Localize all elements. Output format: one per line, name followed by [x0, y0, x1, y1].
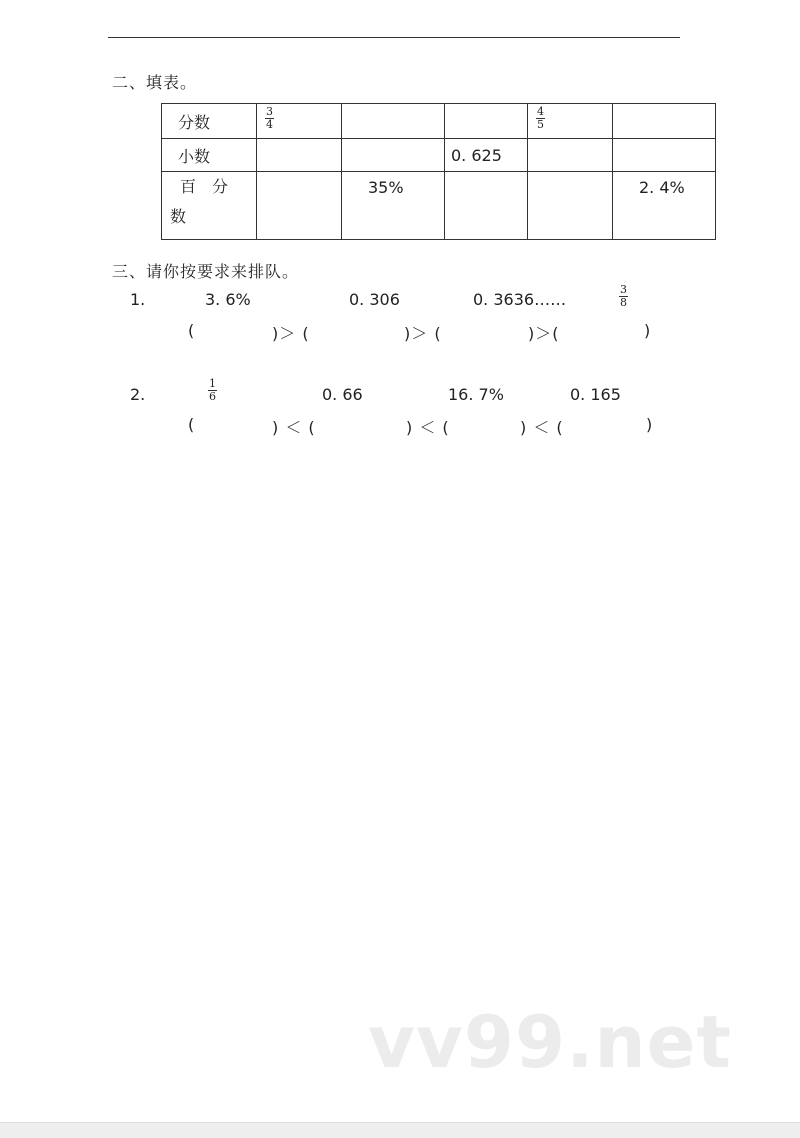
q1-answer-paren: )＞ (	[404, 324, 442, 343]
q1-answer-paren: (	[188, 321, 196, 340]
table-row	[162, 104, 716, 139]
q1-item: 0. 3636……	[473, 290, 567, 309]
q2-answer-paren: )	[646, 415, 654, 434]
q1-answer-paren: )＞ (	[272, 324, 310, 343]
q2-answer-paren: ) ＜ (	[272, 418, 316, 437]
header-rule	[108, 37, 680, 38]
q1-item: 3. 6%	[205, 290, 251, 309]
q2-item: 0. 165	[570, 385, 621, 404]
section-3-title: 三、请你按要求来排队。	[112, 262, 300, 281]
cell-percent-2-4: 2. 4%	[613, 172, 716, 240]
table-cell-empty[interactable]	[342, 104, 445, 139]
table-cell-empty[interactable]	[257, 139, 342, 172]
table-cell-empty[interactable]	[445, 104, 528, 139]
q1-answer-paren: )＞(	[528, 324, 560, 343]
q2-answer-paren: ) ＜ (	[406, 418, 450, 437]
fraction: $\frac{1}{6}$	[209, 377, 216, 403]
row-label-fraction: 分数	[162, 104, 257, 139]
q2-fraction	[208, 378, 217, 403]
cell-fraction-4-5	[528, 104, 613, 139]
q2-number: 2.	[130, 385, 146, 404]
table-cell-empty[interactable]	[528, 139, 613, 172]
q2-item: 0. 66	[322, 385, 363, 404]
q1-number: 1.	[130, 290, 146, 309]
fraction: $\frac{4}{5}$	[537, 105, 544, 131]
table-cell-empty[interactable]	[257, 172, 342, 240]
section-2-title: 二、填表。	[112, 73, 198, 92]
page-footer-bar	[0, 1122, 800, 1138]
cell-fraction-3-4	[257, 104, 342, 139]
table-cell-empty[interactable]	[342, 139, 445, 172]
watermark: vv99.net	[368, 1000, 732, 1084]
table-cell-empty[interactable]	[528, 172, 613, 240]
q2-answer-paren: (	[188, 415, 196, 434]
row-label-decimal: 小数	[162, 139, 257, 172]
fraction: $\frac{3}{4}$	[266, 105, 273, 131]
table-cell-empty[interactable]	[445, 172, 528, 240]
q1-item: 0. 306	[349, 290, 400, 309]
row-label-percent: 百 分 数	[162, 172, 257, 240]
table-cell-empty[interactable]	[613, 139, 716, 172]
q2-answer-paren: ) ＜ (	[520, 418, 564, 437]
cell-decimal-value: 0. 625	[445, 139, 528, 172]
fraction: $\frac{3}{8}$	[620, 283, 627, 309]
cell-percent-35: 35%	[342, 172, 445, 240]
table-row	[162, 172, 716, 240]
table-row	[162, 139, 716, 172]
q2-item: 16. 7%	[448, 385, 504, 404]
q1-fraction	[619, 284, 628, 309]
table-cell-empty[interactable]	[613, 104, 716, 139]
q1-answer-paren: )	[644, 321, 652, 340]
conversion-table	[161, 103, 716, 240]
